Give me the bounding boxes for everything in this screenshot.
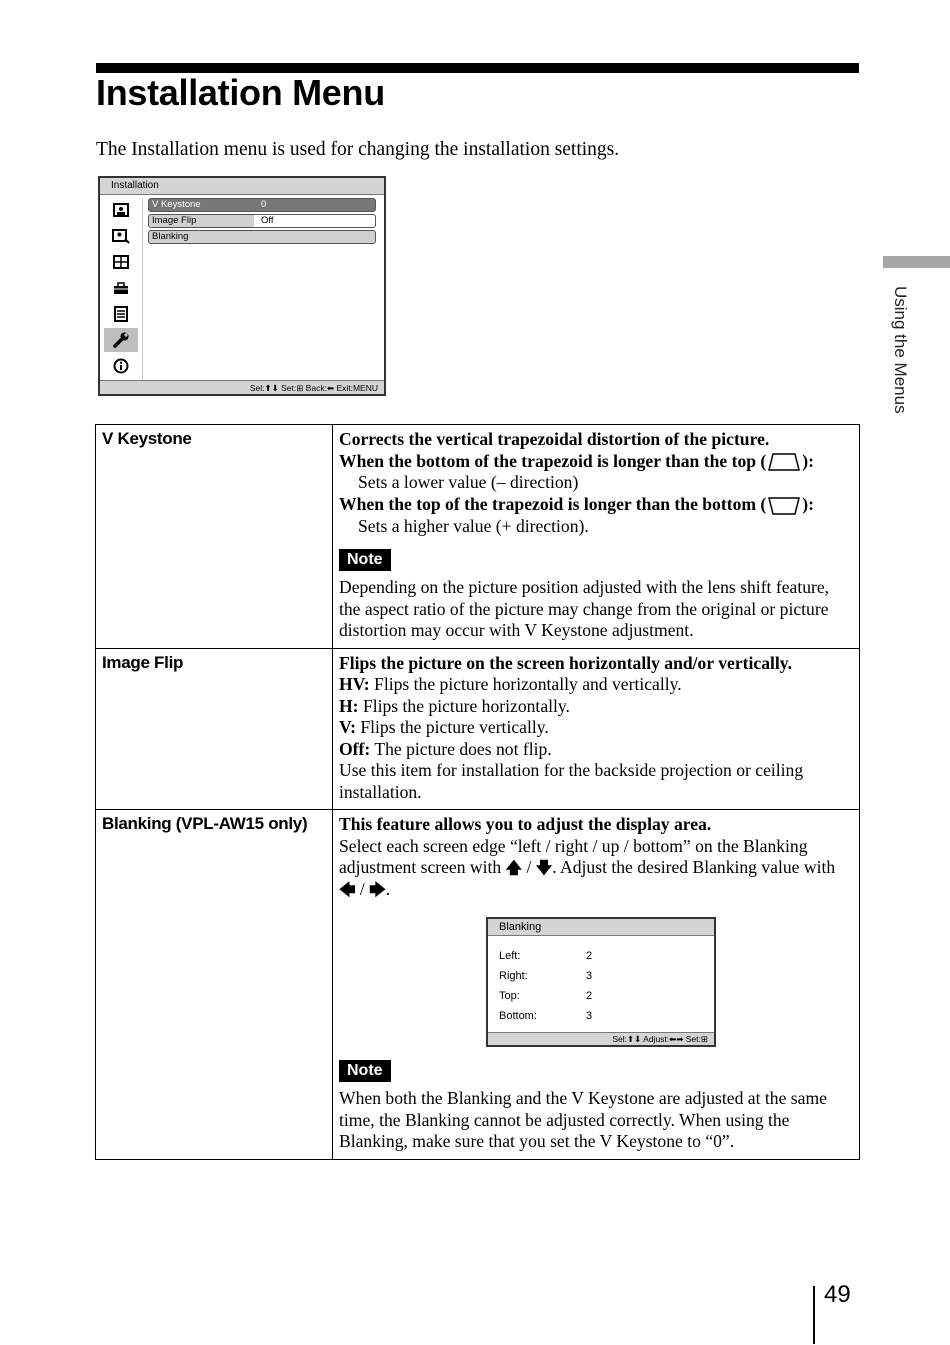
- osd-row-value: 3: [586, 970, 593, 983]
- row-label: Image Flip: [96, 648, 333, 810]
- arrow-right-icon: 🡆: [369, 879, 386, 899]
- osd-row-label: Top:: [499, 990, 520, 1003]
- osd-header: Installation: [100, 178, 384, 195]
- osd-row-label: Left:: [499, 950, 521, 963]
- blanking-text-2: . Adjust the desired Blanking value with: [552, 857, 836, 878]
- v-keystone-case2-text: Sets a higher value (+ direction).: [358, 515, 589, 536]
- osd-row-value: Off: [261, 215, 274, 226]
- item-text: Flips the picture vertically.: [355, 717, 549, 738]
- blanking-heading: This feature allows you to adjust the display area.: [339, 814, 712, 835]
- v-keystone-note-text: Depending on the picture position adjusted with the lens shift feature, the aspect ratio of the picture may change from the original or picture distortion may occur with V Keystone adjustment.: [339, 577, 830, 641]
- item-key: V:: [339, 717, 356, 738]
- note-badge: Note: [339, 549, 391, 571]
- blanking-osd-footer: Sel:⬆⬇ Adjust:⬅➡ Set:⊞: [488, 1032, 714, 1045]
- table-row: [96, 425, 860, 649]
- row-label: V Keystone: [96, 425, 333, 649]
- toolbox-icon: [104, 276, 138, 300]
- blanking-osd-row: [499, 1006, 593, 1028]
- osd-row-value: 0: [261, 199, 267, 210]
- item-key: H:: [339, 695, 359, 716]
- page-number-rule: [813, 1286, 815, 1344]
- v-keystone-heading: Corrects the vertical trapezoidal distortion of the picture.: [339, 429, 770, 449]
- item-text: Flips the picture horizontally.: [358, 695, 570, 716]
- osd-row-image-flip: [148, 214, 376, 228]
- wrench-icon: [104, 328, 138, 352]
- osd-row-value: 2: [586, 990, 593, 1003]
- blanking-screen-screenshot: [486, 917, 716, 1047]
- blanking-osd-row: [499, 986, 593, 1008]
- arrow-down-icon: 🡇: [535, 858, 553, 878]
- section-side-label: Using the Menus: [891, 286, 910, 414]
- blanking-osd-header: Blanking: [488, 919, 714, 936]
- osd-row-blanking: [148, 230, 376, 244]
- screen-icon: [104, 250, 138, 274]
- trapezoid-narrow-top-icon: [768, 452, 800, 472]
- picture-icon: [104, 198, 138, 222]
- item-key: HV:: [339, 674, 370, 695]
- info-icon: [104, 354, 138, 378]
- osd-row-label: Image Flip: [152, 215, 197, 226]
- row-description: [333, 648, 860, 810]
- osd-footer: Sel:⬆⬇ Set:⊞ Back:⬅ Exit:MENU: [100, 380, 384, 394]
- page-number: 49: [824, 1281, 851, 1308]
- row-description: [333, 425, 860, 649]
- osd-row-label: V Keystone: [152, 199, 201, 210]
- v-keystone-case1: [339, 451, 853, 473]
- item-key: Off:: [339, 738, 371, 759]
- case1-prefix: When the bottom of the trapezoid is longer than the top (: [339, 450, 767, 471]
- settings-list-icon: [104, 302, 138, 326]
- case2-suffix: ):: [802, 493, 815, 514]
- item-text: The picture does not flip.: [370, 738, 552, 759]
- blanking-osd-row: [499, 946, 593, 968]
- arrow-left-icon: 🡄: [339, 879, 356, 899]
- settings-table: [95, 424, 860, 1160]
- item-text: Flips the picture horizontally and vertically.: [369, 674, 682, 695]
- v-keystone-case1-text: Sets a lower value (– direction): [358, 472, 579, 493]
- blanking-instructions: [339, 836, 853, 901]
- blanking-text-1: Select each screen edge “left / right / up / bottom” on the Blanking adjustment screen with: [339, 835, 808, 878]
- osd-row-label: Blanking: [152, 231, 189, 242]
- osd-row-value: 3: [586, 1010, 593, 1023]
- blanking-osd-row: [499, 966, 593, 988]
- slash: /: [355, 878, 370, 899]
- page-title: Installation Menu: [96, 72, 385, 113]
- v-keystone-case2: [339, 494, 853, 516]
- image-flip-heading: Flips the picture on the screen horizontally and/or vertically.: [339, 652, 793, 673]
- image-flip-extra: Use this item for installation for the backside projection or ceiling installation.: [339, 760, 804, 802]
- table-row: [96, 648, 860, 810]
- osd-menu-rows: [148, 198, 376, 246]
- list-item: [339, 717, 853, 739]
- blanking-text-3: .: [385, 878, 391, 899]
- blanking-note-text: When both the Blanking and the V Keystone are adjusted at the same time, the Blanking cannot be adjusted correctly. When using the Blanking, make sure that you set the V Keystone to “0”.: [339, 1088, 827, 1152]
- picture-adjust-icon: [104, 224, 138, 248]
- trapezoid-narrow-bottom-icon: [768, 496, 800, 516]
- row-label: Blanking (VPL-AW15 only): [96, 810, 333, 1160]
- slash: /: [522, 857, 536, 878]
- case2-prefix: When the top of the trapezoid is longer than the bottom (: [339, 493, 767, 514]
- list-item: [339, 739, 853, 761]
- list-item: [339, 696, 853, 718]
- arrow-up-icon: 🡅: [505, 858, 523, 878]
- osd-row-label: Right:: [499, 970, 528, 983]
- osd-row-value: 2: [586, 950, 593, 963]
- installation-menu-screenshot: [98, 176, 386, 396]
- row-description: [333, 810, 860, 1160]
- list-item: [339, 674, 853, 696]
- table-row: [96, 810, 860, 1160]
- osd-row-v-keystone: [148, 198, 376, 212]
- osd-row-label: Bottom:: [499, 1010, 537, 1023]
- note-badge: Note: [339, 1060, 391, 1082]
- osd-icon-column: [104, 198, 143, 380]
- case1-suffix: ):: [802, 450, 815, 471]
- intro-text: The Installation menu is used for changing the installation settings.: [96, 139, 620, 160]
- section-tab-marker: [883, 256, 950, 268]
